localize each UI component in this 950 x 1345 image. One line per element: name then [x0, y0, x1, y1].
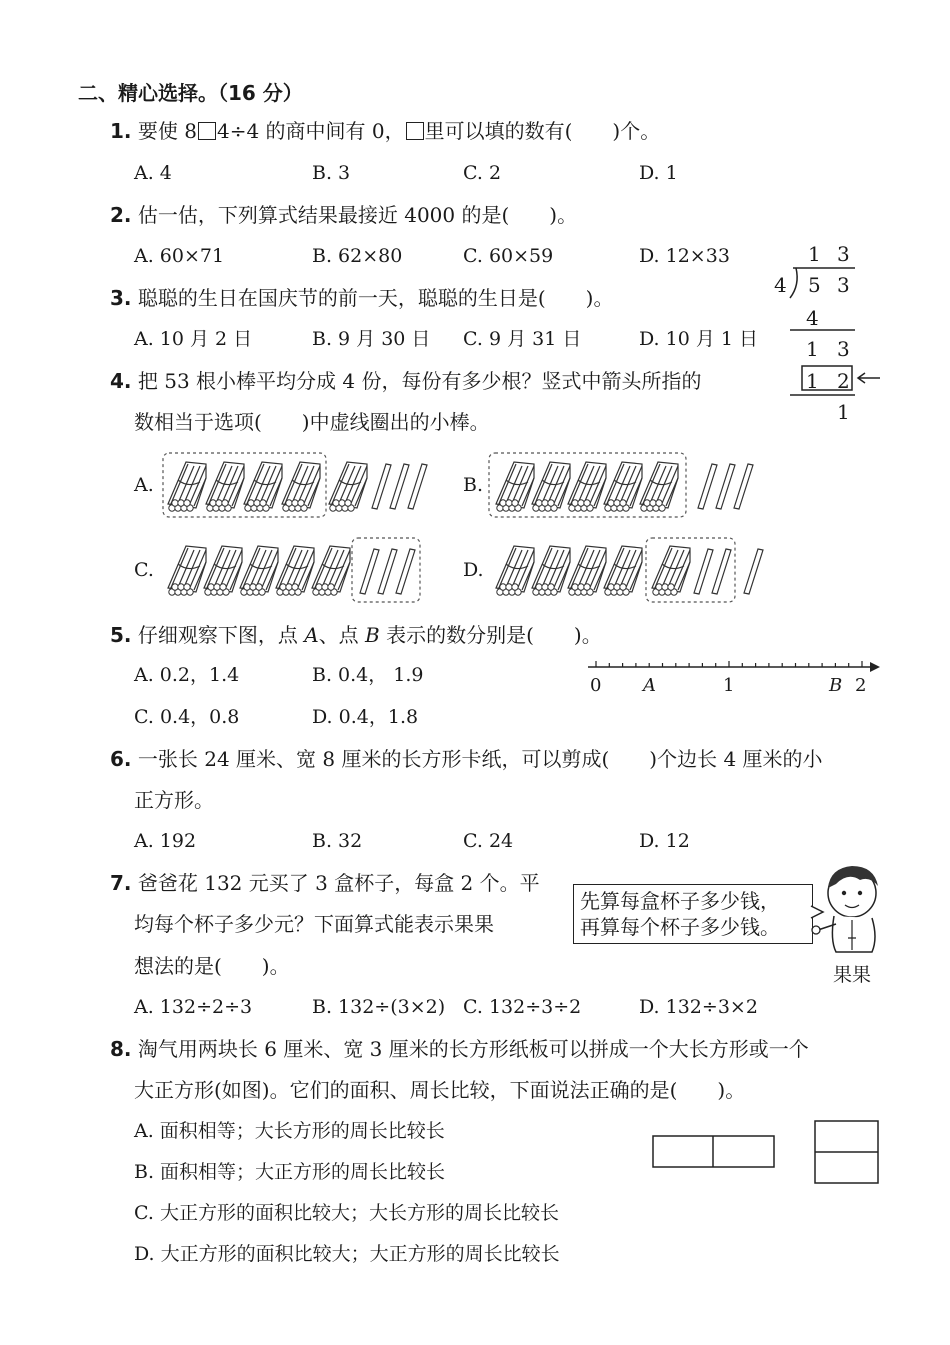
option-c[interactable]: C. 24: [463, 830, 514, 852]
question-text: 淘气用两块长 6 厘米、宽 3 厘米的长方形纸板可以拼成一个大长方形或一个: [137, 1037, 809, 1061]
question-6-line2: 正方形。: [134, 788, 214, 812]
question-text-mid: 、点: [318, 623, 366, 647]
question-text-pre: 要使 8: [137, 119, 197, 143]
division-row: 3: [837, 337, 850, 361]
option-c[interactable]: C. 0.4，0.8: [134, 706, 240, 728]
question-7-line2: 均每个杯子多少元？下面算式能表示果果: [134, 912, 494, 936]
option-d[interactable]: D. 1: [639, 162, 678, 184]
question-text: 估一估，下列算式结果最接近 4000 的是( )。: [137, 203, 578, 227]
number-line-label-0: 0: [590, 675, 602, 696]
option-d[interactable]: D. 12: [639, 830, 690, 852]
divisor: 4: [774, 273, 787, 297]
question-text-post2: 里可以填的数有( )个。: [424, 119, 661, 143]
question-6: [110, 746, 823, 772]
question-text: 一张长 24 厘米、宽 8 厘米的长方形卡纸，可以剪成( )个边长 4 厘米的小: [137, 747, 823, 771]
question-8-line2: 大正方形(如图)。它们的面积、周长比较，下面说法正确的是( )。: [134, 1078, 746, 1102]
option-b[interactable]: B. 面积相等；大正方形的周长比较长: [134, 1161, 446, 1183]
question-number: 5.: [110, 623, 132, 647]
option-b[interactable]: B.: [463, 474, 484, 496]
option-b[interactable]: B. 62×80: [312, 245, 403, 267]
quotient-digit: 1: [808, 242, 821, 266]
option-c[interactable]: C. 132÷3÷2: [463, 996, 582, 1018]
question-7: [110, 870, 540, 896]
bubble-line-2: 再算每个杯子多少钱。: [580, 915, 780, 939]
option-b[interactable]: B. 3: [312, 162, 351, 184]
option-d[interactable]: D.: [463, 559, 484, 581]
question-text: 聪聪的生日在国庆节的前一天，聪聪的生日是( )。: [137, 286, 614, 310]
option-c[interactable]: C. 2: [463, 162, 502, 184]
question-8: [110, 1036, 809, 1062]
option-a[interactable]: A. 60×71: [134, 245, 225, 267]
option-d[interactable]: D. 12×33: [639, 245, 730, 267]
option-a[interactable]: A. 0.2，1.4: [134, 664, 240, 686]
option-c[interactable]: C. 9 月 31 日: [463, 328, 582, 350]
option-d[interactable]: D. 大正方形的面积比较大；大正方形的周长比较长: [134, 1243, 560, 1265]
question-number: 4.: [110, 369, 132, 393]
question-number: 6.: [110, 747, 132, 771]
number-line-label-a: A: [643, 675, 656, 696]
option-a[interactable]: A. 132÷2÷3: [134, 996, 253, 1018]
option-c[interactable]: C. 60×59: [463, 245, 554, 267]
division-row: 2: [837, 369, 850, 393]
option-a[interactable]: A. 10 月 2 日: [134, 328, 253, 350]
point-a-label: A: [304, 623, 319, 647]
option-a[interactable]: A. 面积相等；大长方形的周长比较长: [134, 1120, 445, 1142]
number-line-label-b: B: [829, 675, 843, 696]
question-number: 2.: [110, 203, 132, 227]
number-line-label-1: 1: [723, 675, 735, 696]
question-4-line2: 数相当于选项( )中虚线圈出的小棒。: [134, 410, 490, 434]
option-c[interactable]: C. 大正方形的面积比较大；大长方形的周长比较长: [134, 1202, 559, 1224]
division-row: 1: [806, 337, 819, 361]
question-text-post: 表示的数分别是( )。: [379, 623, 602, 647]
option-d[interactable]: D. 132÷3×2: [639, 996, 758, 1018]
option-d[interactable]: D. 0.4，1.8: [312, 706, 419, 728]
dividend-digit: 3: [837, 273, 850, 297]
option-b[interactable]: B. 132÷(3×2): [312, 996, 446, 1018]
division-row: 1: [806, 369, 819, 393]
quotient-digit: 3: [837, 242, 850, 266]
bubble-line-1: 先算每盒杯子多少钱，: [580, 889, 780, 913]
option-d[interactable]: D. 10 月 1 日: [639, 328, 759, 350]
dividend-digit: 5: [808, 273, 821, 297]
option-a[interactable]: A.: [134, 474, 154, 496]
point-b-label: B: [365, 623, 380, 647]
option-b[interactable]: B. 9 月 30 日: [312, 328, 431, 350]
question-number: 7.: [110, 871, 132, 895]
speech-bubble: [573, 884, 813, 944]
option-b[interactable]: B. 0.4， 1.9: [312, 664, 424, 686]
section-title: 二、精心选择。（16 分）: [78, 81, 303, 105]
character-name: 果果: [833, 964, 872, 986]
question-number: 1.: [110, 119, 132, 143]
division-row: 4: [806, 306, 819, 330]
question-text-post: 4÷4 的商中间有 0，: [216, 119, 405, 143]
option-a[interactable]: A. 4: [134, 162, 172, 184]
question-text: 把 53 根小棒平均分成 4 份，每份有多少根？竖式中箭头所指的: [137, 369, 702, 393]
question-number: 3.: [110, 286, 132, 310]
division-row: 1: [837, 400, 850, 424]
question-text-pre: 仔细观察下图，点: [137, 623, 305, 647]
option-a[interactable]: A. 192: [134, 830, 197, 852]
question-7-line3: 想法的是( )。: [134, 954, 290, 978]
option-b[interactable]: B. 32: [312, 830, 363, 852]
question-5: [110, 622, 602, 648]
question-text: 爸爸花 132 元买了 3 盒杯子，每盒 2 个。平: [137, 871, 540, 895]
option-c[interactable]: C.: [134, 559, 154, 581]
number-line-label-2: 2: [855, 675, 867, 696]
question-number: 8.: [110, 1037, 132, 1061]
